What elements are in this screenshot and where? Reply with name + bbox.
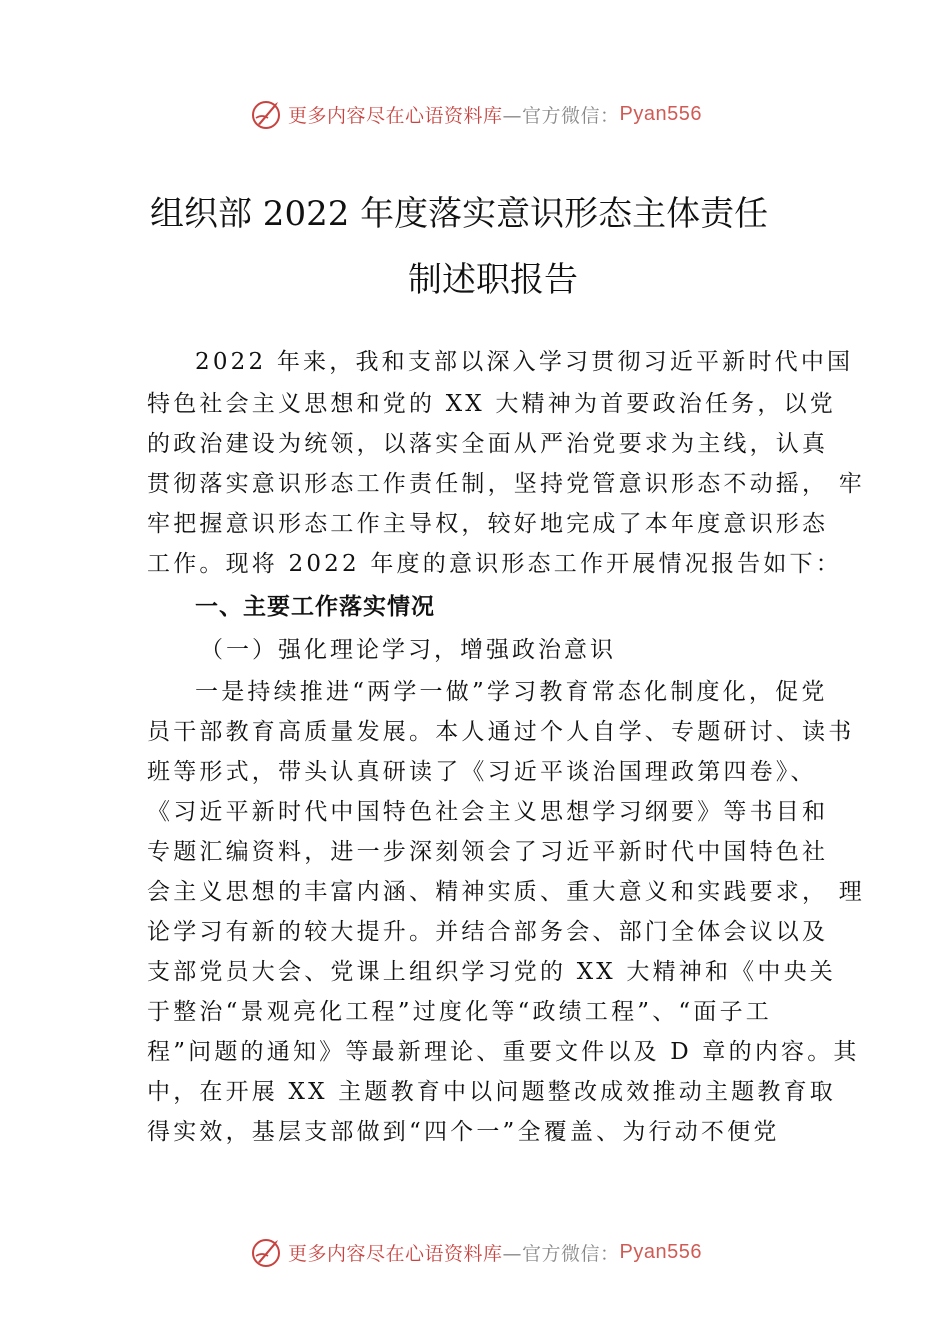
- banner-red-text: 更多内容尽在心语资料库: [288, 1242, 503, 1265]
- paragraph-line: 特色社会主义思想和党的 XX 大精神为首要政治任务，以党: [147, 391, 836, 417]
- document-title-line-2: 制述职报告: [408, 260, 578, 300]
- paragraph-line: 于整治“景观亮化工程”过度化等“政绩工程”、“面子工: [147, 999, 772, 1025]
- banner-wechat-id: Pyan556: [619, 102, 702, 125]
- footer-watermark-banner: [0, 1232, 950, 1272]
- banner-red-text: 更多内容尽在心语资料库: [288, 104, 503, 127]
- paragraph-line: 专题汇编资料，进一步深刻领会了习近平新时代中国特色社: [147, 839, 829, 865]
- paragraph-line: 支部党员大会、党课上组织学习党的 XX 大精神和《中央关: [147, 959, 836, 985]
- paragraph-line: 的政治建设为统领，以落实全面从严治党要求为主线，认真: [147, 431, 829, 457]
- paragraph-line: 2022 年来，我和支部以深入学习贯彻习近平新时代中国: [195, 349, 854, 375]
- paragraph-line: 工作。现将 2022 年度的意识形态工作开展情况报告如下：: [147, 551, 842, 577]
- quill-pen-seal-icon: [248, 1234, 284, 1270]
- banner-wechat-id: Pyan556: [619, 1240, 702, 1263]
- subsection-heading: （一）强化理论学习，增强政治意识: [200, 637, 616, 663]
- paragraph-line: 班等形式，带头认真研读了《习近平谈治国理政第四卷》、: [147, 759, 817, 785]
- paragraph-line: 论学习有新的较大提升。并结合部务会、部门全体会议以及: [147, 919, 829, 945]
- section-heading: 一、主要工作落实情况: [195, 594, 435, 620]
- paragraph-line: 中，在开展 XX 主题教育中以问题整改成效推动主题教育取: [147, 1079, 836, 1105]
- banner-gray-text: —官方微信：: [502, 104, 620, 127]
- paragraph-line: 得实效，基层支部做到“四个一”全覆盖、为行动不便党: [147, 1119, 780, 1145]
- banner-gray-text: —官方微信：: [502, 1242, 620, 1265]
- paragraph-line: 会主义思想的丰富内涵、精神实质、重大意义和实践要求， 理: [147, 879, 865, 905]
- document-title-line-1: 组织部 2022 年度落实意识形态主体责任: [150, 194, 769, 234]
- paragraph-line: 贯彻落实意识形态工作责任制，坚持党管意识形态不动摇， 牢: [147, 471, 865, 497]
- paragraph-line: 一是持续推进“两学一做”学习教育常态化制度化，促党: [195, 679, 828, 705]
- paragraph-line: 程”问题的通知》等最新理论、重要文件以及 D 章的内容。其: [147, 1039, 860, 1065]
- paragraph-line: 牢把握意识形态工作主导权，较好地完成了本年度意识形态: [147, 511, 829, 537]
- paragraph-line: 《习近平新时代中国特色社会主义思想学习纲要》等书目和: [147, 799, 829, 825]
- quill-pen-seal-icon: [248, 96, 284, 132]
- header-watermark-banner: [0, 94, 950, 134]
- paragraph-line: 员干部教育高质量发展。本人通过个人自学、专题研讨、读书: [147, 719, 855, 745]
